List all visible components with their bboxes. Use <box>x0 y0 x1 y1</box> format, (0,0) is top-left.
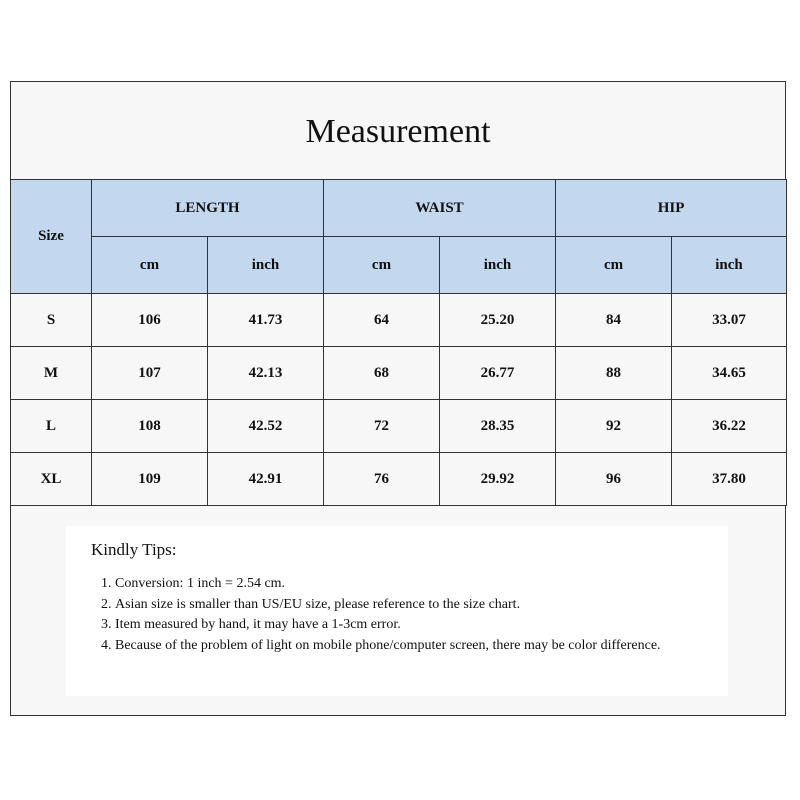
value-cell: 107 <box>92 347 208 400</box>
size-cell: S <box>11 294 92 347</box>
table-row <box>11 400 787 453</box>
size-header: Size <box>11 180 92 294</box>
unit-header: cm <box>92 237 208 294</box>
value-cell: 72 <box>324 400 440 453</box>
unit-header: cm <box>556 237 672 294</box>
group-header-waist: WAIST <box>324 180 556 237</box>
tips-title: Kindly Tips: <box>91 540 177 559</box>
value-cell: 42.52 <box>208 400 324 453</box>
value-cell: 28.35 <box>440 400 556 453</box>
size-table <box>10 179 787 506</box>
group-header-length: LENGTH <box>92 180 324 237</box>
table-row <box>11 294 787 347</box>
page-title: Measurement <box>11 82 785 180</box>
size-chart-sheet <box>10 81 786 716</box>
unit-header: inch <box>440 237 556 294</box>
value-cell: 76 <box>324 453 440 506</box>
unit-header: inch <box>672 237 787 294</box>
value-cell: 37.80 <box>672 453 787 506</box>
value-cell: 96 <box>556 453 672 506</box>
unit-header-row <box>11 237 787 294</box>
group-header-row <box>11 180 787 237</box>
value-cell: 29.92 <box>440 453 556 506</box>
size-cell: XL <box>11 453 92 506</box>
value-cell: 68 <box>324 347 440 400</box>
value-cell: 88 <box>556 347 672 400</box>
tips-panel <box>66 526 728 696</box>
tips-list <box>91 574 728 656</box>
value-cell: 64 <box>324 294 440 347</box>
table-row <box>11 347 787 400</box>
value-cell: 33.07 <box>672 294 787 347</box>
value-cell: 42.13 <box>208 347 324 400</box>
value-cell: 42.91 <box>208 453 324 506</box>
tip-item: 2. Asian size is smaller than US/EU size, please reference to the size chart. <box>115 595 728 616</box>
unit-header: inch <box>208 237 324 294</box>
size-cell: L <box>11 400 92 453</box>
value-cell: 34.65 <box>672 347 787 400</box>
tip-item: 1. Conversion: 1 inch = 2.54 cm. <box>115 574 728 595</box>
value-cell: 108 <box>92 400 208 453</box>
value-cell: 41.73 <box>208 294 324 347</box>
value-cell: 26.77 <box>440 347 556 400</box>
value-cell: 84 <box>556 294 672 347</box>
unit-header: cm <box>324 237 440 294</box>
group-header-hip: HIP <box>556 180 787 237</box>
tip-item: 3. Item measured by hand, it may have a 1-3cm error. <box>115 615 728 636</box>
value-cell: 109 <box>92 453 208 506</box>
tip-item: 4. Because of the problem of light on mobile phone/computer screen, there may be color difference. <box>115 636 728 657</box>
value-cell: 36.22 <box>672 400 787 453</box>
value-cell: 92 <box>556 400 672 453</box>
value-cell: 25.20 <box>440 294 556 347</box>
size-cell: M <box>11 347 92 400</box>
value-cell: 106 <box>92 294 208 347</box>
table-row <box>11 453 787 506</box>
